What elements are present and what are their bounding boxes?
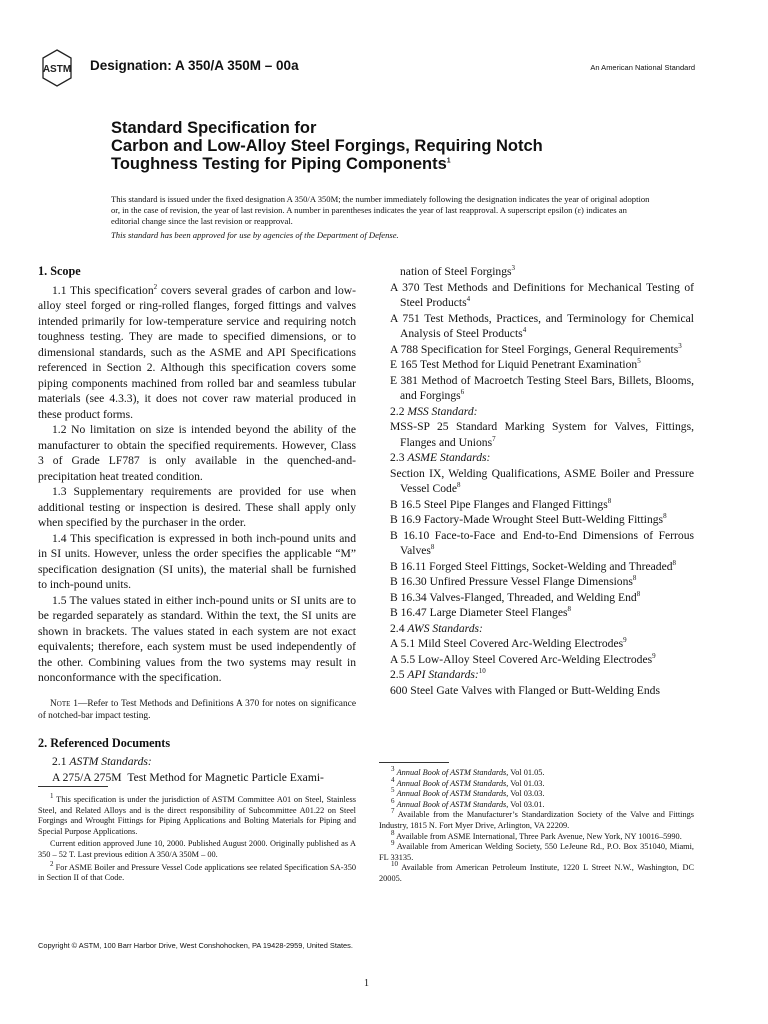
paragraph-1-4: 1.4 This specification is expressed in both inch-pound units and in SI units. However, unless the order specifies the applicable “M” specification designation (SI units), the material shall be furnished to inch-pound units.: [38, 531, 356, 591]
ref-b16-9: B 16.9 Factory-Made Wrought Steel Butt-Welding Fittings$^8$: [390, 512, 667, 526]
approval-notice: This standard has been approved for use by agencies of the Department of Defense.: [111, 230, 399, 240]
footnote-1: $^1$ This specification is under the jurisdiction of ASTM Committee A01 on Steel, Stainless Steel, and Related Alloys and is the direct responsibility of Subcommittee A01.22 on Steel Forgings and Wrought Fittings for Piping Applications and Bolting Materials for Piping and Special Purpose Applications.: [38, 792, 356, 836]
issued-notice: This standard is issued under the fixed designation A 350/A 350M; the number immediately following the designation indicates the year of original adoption or, in the case of revision, the year of last revision. A number in parentheses indicates the year of last reapproval. A superscript epsilon (ε) indicates an editorial change since the last revision or reapproval.: [111, 194, 650, 226]
ref-e381: E 381 Method of Macroetch Testing Steel Bars, Billets, Blooms, and Forgings$^6$: [390, 373, 694, 402]
footnote-6: $^6$ Annual Book of ASTM Standards, Vol 03.01.: [391, 797, 545, 809]
note-1: Note 1—Refer to Test Methods and Definitions A 370 for notes on significance of notched-bar impact testing.: [38, 698, 356, 721]
footnote-9: $^9$ Available from American Welding Society, 550 LeJeune Rd., P.O. Box 351040, Miami, FL 33135.: [379, 839, 694, 862]
page-number: 1: [364, 978, 369, 989]
right-column: [390, 264, 694, 698]
paragraph-1-3: 1.3 Supplementary requirements are provided for use when additional testing or inspection is desired. These shall apply only when specified by the purchaser in the order.: [38, 485, 356, 529]
document-title: [111, 119, 671, 173]
footnotes-left: [38, 792, 356, 886]
footnote-rule-left: [38, 786, 108, 787]
preamble: [111, 194, 651, 241]
subsection-2-5: 2.5 API Standards:$^{10}$: [390, 667, 486, 681]
footnote-8: $^8$ Available from ASME International, Three Park Avenue, New York, NY 10016–5990.: [391, 828, 682, 841]
ref-a751: A 751 Test Methods, Practices, and Terminology for Chemical Analysis of Steel Products$^4$: [390, 311, 694, 340]
copyright-notice: Copyright © ASTM, 100 Barr Harbor Drive, West Conshohocken, PA 19428-2959, United States.: [38, 941, 353, 950]
ref-section-ix: Section IX, Welding Qualifications, ASME Boiler and Pressure Vessel Code$^8$: [390, 466, 694, 495]
ref-aws-a5-1: A 5.1 Mild Steel Covered Arc-Welding Electrodes$^9$: [390, 636, 627, 650]
subsection-2-3: 2.3 ASME Standards:: [390, 451, 491, 464]
ref-e165: E 165 Test Method for Liquid Penetrant Examination$^5$: [390, 357, 641, 371]
ref-b16-5: B 16.5 Steel Pipe Flanges and Flanged Fittings$^8$: [390, 496, 612, 511]
footnote-rule-right: [379, 762, 449, 763]
paragraph-1-2: 1.2 No limitation on size is intended beyond the ability of the manufacturer to obtain the specified requirements. However, Class 3 of Grade LF787 is only available in the quenched-and-precipitation heat treated condition.: [38, 423, 356, 483]
subsection-2-4: 2.4 AWS Standards:: [390, 621, 483, 635]
section-heading-referenced-documents: 2. Referenced Documents: [38, 735, 171, 750]
title-line-2: Carbon and Low-Alloy Steel Forgings, Requiring Notch: [111, 137, 543, 155]
footnote-1-edition: Current edition approved June 10, 2000. Published August 2000. Originally published as A 350 – 52 T. Last previous edition A 350/A 350M – 00.: [38, 839, 356, 859]
footnote-3: $^3$ Annual Book of ASTM Standards, Vol 01.05.: [391, 765, 545, 777]
logo-text: ASTM: [42, 64, 72, 75]
ref-aws-a5-5: A 5.5 Low-Alloy Steel Covered Arc-Welding Electrodes$^9$: [390, 651, 656, 666]
footnote-2: $^2$ For ASME Boiler and Pressure Vessel Code applications see related Specification SA-350 in Section II of that Code.: [38, 859, 356, 883]
designation: Designation: A 350/A 350M – 00a: [90, 58, 299, 73]
ref-b16-30: B 16.30 Unfired Pressure Vessel Flange Dimensions$^8$: [390, 574, 637, 588]
subsection-2-1: 2.1 ASTM Standards:: [52, 755, 152, 768]
ref-b16-34: B 16.34 Valves-Flanged, Threaded, and Welding End$^8$: [390, 589, 641, 604]
footnote-4: $^4$ Annual Book of ASTM Standards, Vol 01.03.: [391, 775, 545, 788]
ref-api-600: 600 Steel Gate Valves with Flanged or Butt-Welding Ends: [390, 683, 660, 697]
ref-b16-47: B 16.47 Large Diameter Steel Flanges$^8$: [390, 605, 572, 619]
national-standard-label: An American National Standard: [590, 63, 695, 72]
title-line-1: Standard Specification for: [111, 119, 317, 137]
ref-b16-11: B 16.11 Forged Steel Fittings, Socket-Welding and Threaded$^8$: [390, 558, 677, 573]
ref-a275-part2: nation of Steel Forgings$^3$: [400, 264, 516, 278]
left-column: [38, 264, 356, 785]
footnote-5: $^5$ Annual Book of ASTM Standards, Vol 03.03.: [391, 786, 545, 799]
ref-a370: A 370 Test Methods and Definitions for Mechanical Testing of Steel Products$^4$: [390, 280, 694, 309]
astm-logo: [40, 48, 74, 88]
paragraph-1-5: 1.5 The values stated in either inch-pound units or SI units are to be regarded separately as standard. Within the text, the SI units are shown in brackets. The values stated in each system are not exact equivalents; therefore, each system must be used independently of the other. Combining values from the two systems may result in nonconformance with the specification.: [38, 593, 356, 684]
ref-mss-sp25: MSS-SP 25 Standard Marking System for Valves, Fittings, Flanges and Unions$^7$: [390, 420, 694, 449]
subsection-2-2: 2.2 MSS Standard:: [390, 404, 478, 418]
footnote-7: $^7$ Available from the Manufacturer’s Standardization Society of the Valve and Fittings Industry, 1815 N. Fort Myer Drive, Arlington, VA 22209.: [379, 807, 694, 830]
ref-a275-part1: A 275/A 275M Test Method for Magnetic Particle Exami-: [52, 770, 324, 784]
title-footnote-mark: 1: [446, 157, 451, 165]
ref-a788: A 788 Specification for Steel Forgings, General Requirements$^3$: [390, 341, 682, 356]
ref-b16-10: B 16.10 Face-to-Face and End-to-End Dimensions of Ferrous Valves$^8$: [390, 528, 694, 557]
paragraph-1-1: 1.1 This specification$^2$ covers several grades of carbon and low-alloy steel forged or ring-rolled flanges, forged fittings and valves intended primarily for low-temperature service and requiring notch toughness testing. They are made to specified dimensions, or to dimensional standards, such as the ASME and API Specifications referenced in Section 2. Although this specification covers some piping components machined from rolled bar and seamless tubular materials (see 4.3.3), it does not cover raw material produced in these product forms.: [38, 282, 356, 421]
footnote-10: $^{10}$ Available from American Petroleum Institute, 1220 L Street N.W., Washington, DC 20005.: [379, 860, 694, 883]
section-heading-scope: 1. Scope: [38, 264, 81, 278]
footnotes-right: [379, 765, 694, 885]
title-line-3: Toughness Testing for Piping Components$^1$: [111, 155, 451, 173]
